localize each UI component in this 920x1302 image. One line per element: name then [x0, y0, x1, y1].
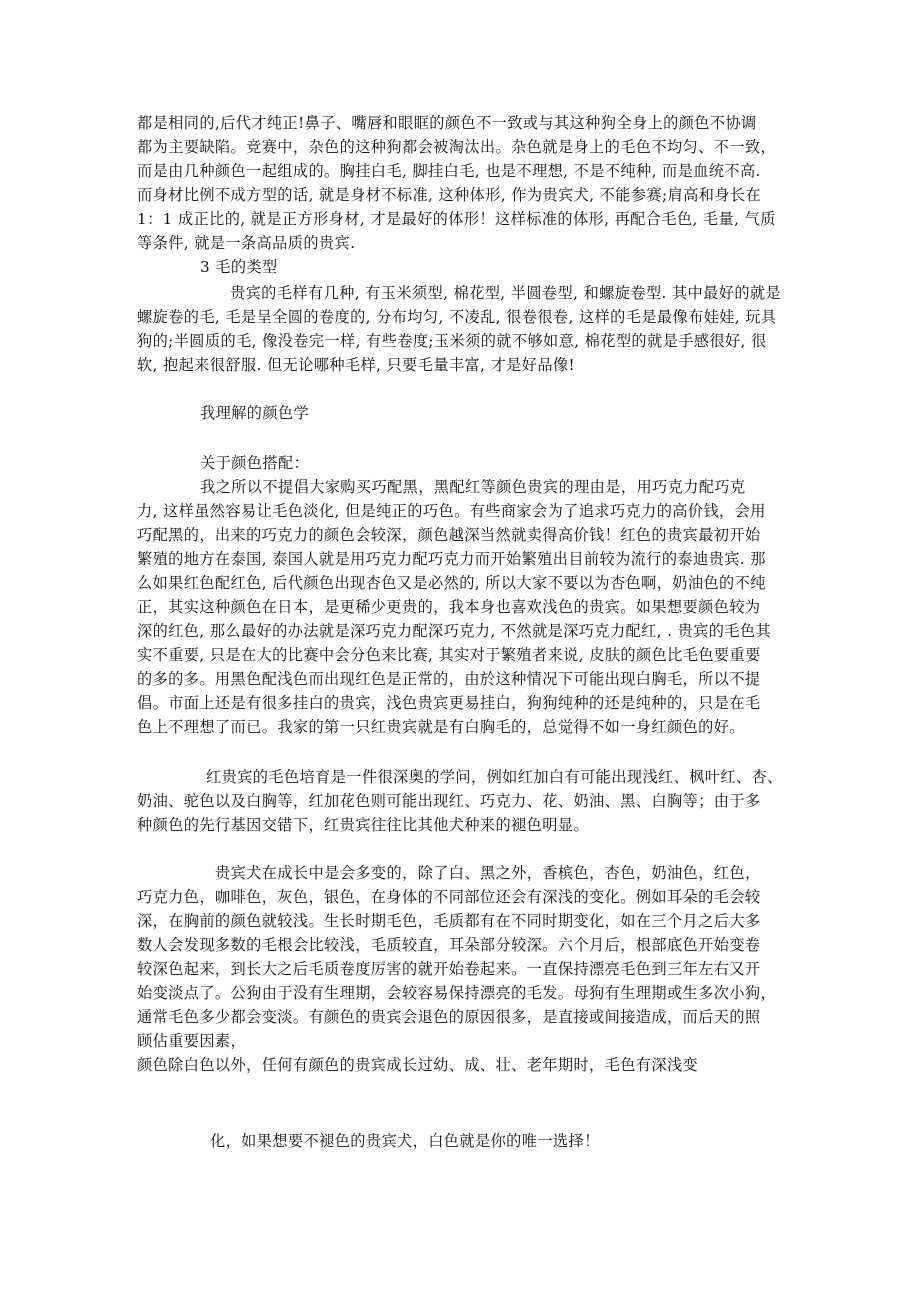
section-heading: 3 毛的类型: [200, 258, 278, 276]
text-line: 都是相同的,后代才纯正!鼻子、嘴唇和眼眶的颜色不一致或与其这种狗全身上的颜色不协调: [137, 114, 757, 132]
subheading: 关于颜色搭配：: [200, 454, 310, 472]
text-line: 红贵宾的毛色培育是一件很深奥的学问，例如红加白有可能出现浅红、枫叶红、杏、: [206, 768, 783, 786]
text-line: 都为主要缺陷。竞赛中，杂色的这种狗都会被淘汰出。杂色就是身上的毛色不均匀、不一致，: [137, 138, 777, 156]
text-line: 软, 抱起来很舒服. 但无论哪种毛样, 只要毛量丰富, 才是好品像!: [137, 356, 576, 374]
text-line: 力, 这样虽然容易让毛色淡化, 但是纯正的巧色。有些商家会为了追求巧克力的高价钱，会用: [137, 502, 766, 520]
text-line: 么如果红色配红色, 后代颜色出现杏色又是必然的, 所以大家不要以为杏色啊，奶油色的不纯: [137, 574, 766, 592]
text-line: 通常毛色多少都会变淡。有颜色的贵宾会退色的原因很多，是直接或间接造成，而后天的照: [137, 1008, 761, 1026]
text-line: 1：1 成正比的, 就是正方形身材, 才是最好的体形！这样标准的体形, 再配合毛色, 毛量, 气质: [137, 210, 776, 228]
text-line: 巧克力色，咖啡色，灰色，银色，在身体的不同部位还会有深浅的变化。例如耳朵的毛会较: [137, 888, 761, 906]
text-line: 倡。市面上还是有很多挂白的贵宾，浅色贵宾更易挂白，狗狗纯种的还是纯种的，只是在毛: [137, 694, 761, 712]
text-line: 深，在胸前的颜色就较浅。生长时期毛色，毛质都有在不同时期变化，如在三个月之后大多: [137, 912, 761, 930]
text-line: 我之所以不提倡大家购买巧配黑，黑配红等颜色贵宾的理由是，用巧克力配巧克: [200, 478, 746, 496]
text-line: 化，如果想要不褪色的贵宾犬，白色就是你的唯一选择！: [210, 1132, 600, 1150]
text-line: 奶油、驼色以及白胸等，红加花色则可能出现红、巧克力、花、奶油、黑、白胸等；由于多: [137, 792, 761, 810]
text-line: 始变淡点了。公狗由于没有生理期，会较容易保持漂亮的毛发。母狗有生理期或生多次小狗，: [137, 984, 777, 1002]
text-line: 等条件, 就是一条高品质的贵宾.: [137, 234, 356, 252]
text-line: 顾佔重要因素，: [137, 1032, 247, 1050]
text-line: 狗的;半圆质的毛, 像没卷完一样, 有些卷度;玉米须的就不够如意, 棉花型的就是手感很好, 很: [137, 332, 767, 350]
section-heading: 我理解的颜色学: [200, 404, 310, 422]
text-line: 色上不理想了而已。我家的第一只红贵宾就是有白胸毛的，总觉得不如一身红颜色的好。: [137, 718, 745, 736]
text-line: 贵宾的毛样有几种, 有玉米须型, 棉花型, 半圆卷型, 和螺旋卷型. 其中最好的就是: [230, 284, 782, 302]
text-line: 螺旋卷的毛, 毛是呈全圆的卷度的, 分布均匀, 不凌乱, 很卷很卷, 这样的毛是最像布娃娃, 玩具: [137, 308, 777, 326]
text-line: 实不重要, 只是在大的比赛中会分色来比赛, 其实对于繁殖者来说, 皮肤的颜色比毛色要重要: [137, 646, 761, 664]
text-line: 数人会发现多数的毛根会比较浅，毛质较直，耳朵部分较深。六个月后，根部底色开始变卷: [137, 936, 761, 954]
text-line: 而是由几种颜色一起组成的。胸挂白毛, 脚挂白毛, 也是不理想, 不是不纯种, 而是血统不高.: [137, 162, 761, 180]
text-line: 正，其实这种颜色在日本，是更稀少更贵的，我本身也喜欢浅色的贵宾。如果想要颜色较为: [137, 598, 761, 616]
text-line: 巧配黑的，出来的巧克力的颜色会较深，颜色越深当然就卖得高价钱！红色的贵宾最初开始: [137, 526, 761, 544]
text-line: 深的红色, 那么最好的办法就是深巧克力配深巧克力, 不然就是深巧克力配红, . 贵宾的毛色其: [137, 622, 772, 640]
text-line: 颜色除白色以外，任何有颜色的贵宾成长过幼、成、壮、老年期时，毛色有深浅变: [137, 1056, 699, 1074]
text-line: 较深色起来，到长大之后毛质卷度厉害的就开始卷起来。一直保持漂亮毛色到三年左右又开: [137, 960, 761, 978]
text-line: 种颜色的先行基因交错下，红贵宾往往比其他犬种来的褪色明显。: [137, 816, 590, 834]
text-line: 贵宾犬在成长中是会多变的，除了白、黑之外，香槟色，杏色，奶油色，红色，: [215, 864, 761, 882]
text-line: 的多的多。用黑色配浅色而出现红色是正常的，由於这种情况下可能出现白胸毛，所以不提: [137, 670, 761, 688]
text-line: 繁殖的地方在泰国, 泰国人就是用巧克力配巧克力而开始繁殖出目前较为流行的泰迪贵宾. 那: [137, 550, 766, 568]
text-line: 而身材比例不成方型的话, 就是身材不标准, 这种体形, 作为贵宾犬, 不能参赛;肩高和身长在: [137, 186, 762, 204]
